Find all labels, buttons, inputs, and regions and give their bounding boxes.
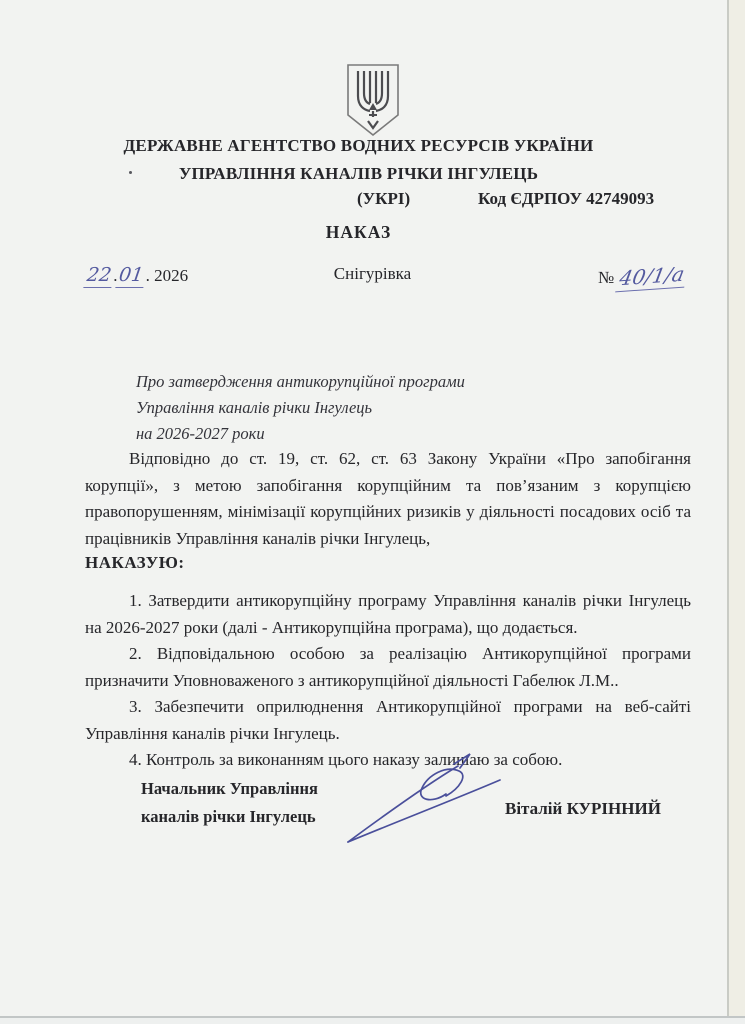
signer-position-line-1: Начальник Управління (141, 779, 318, 798)
date-separator-dot: . (113, 266, 118, 285)
edrpou-code: Код ЄДРПОУ 42749093 (478, 189, 655, 208)
scan-edge-right-line (727, 0, 729, 1024)
subject-line-3: на 2026-2027 роки (136, 424, 265, 443)
signer-position (141, 775, 318, 831)
number-sign: № (598, 268, 615, 287)
signer-name: Віталій КУРІННИЙ (505, 799, 661, 818)
subject-line-2: Управління каналів річки Інгулець (136, 398, 373, 417)
order-item-3: 3. Забезпечити оприлюднення Антикорупційної програми на веб-сайті Управління каналів річки Інгулець. (85, 697, 691, 743)
ukraine-trident-emblem-icon (344, 63, 402, 144)
order-place: Снігурівка (333, 264, 412, 283)
scan-edge-bottom-strip (0, 1018, 745, 1024)
printed-year: . 2026 (145, 266, 189, 285)
order-number (598, 261, 687, 291)
order-preamble: Відповідно до ст. 19, ст. 62, ст. 63 Закону України «Про запобігання корупції», з метою запобігання корупційним та пов’язаним з корупцією правопорушенням, мінімізації корупційних ризиків у діяльності посадових осіб та працівників Управління каналів річки Інгулець, (85, 449, 691, 548)
handwritten-day: 22 (83, 264, 115, 288)
order-item-1: 1. Затвердити антикорупційну програму Управління каналів річки Інгулець на 2026-2027 роки (далі - Антикорупційна програма), що додається. (85, 591, 691, 637)
subject-line-1: Про затвердження антикорупційної програми (136, 372, 465, 391)
document-type-title: НАКАЗ (325, 222, 392, 242)
agency-name: ДЕРЖАВНЕ АГЕНТСТВО ВОДНИХ РЕСУРСІВ УКРАЇНИ (123, 136, 594, 155)
requisites-row (0, 260, 717, 294)
signer-position-line-2: каналів річки Інгулець (141, 807, 316, 826)
department-name: УПРАВЛІННЯ КАНАЛІВ РІЧКИ ІНГУЛЕЦЬ (178, 164, 539, 183)
handwritten-month: 01 (116, 264, 148, 288)
handwritten-signature (342, 750, 512, 855)
handwritten-number: 40/1/а (616, 262, 689, 293)
order-subject (136, 369, 465, 447)
department-abbreviation: (УКРІ) (357, 189, 411, 208)
order-item-2: 2. Відповідальною особою за реалізацію Антикорупційної програми призначити Уповноваженого з антикорупційної діяльності Габелюк Л.М.. (85, 644, 691, 690)
order-item-4: 4. Контроль за виконанням цього наказу залишаю за собою. (129, 750, 563, 769)
scan-edge-bottom-line (0, 1016, 745, 1018)
order-items (85, 588, 691, 774)
command-word: НАКАЗУЮ: (85, 553, 185, 572)
scan-edge-right-strip (729, 0, 745, 1024)
